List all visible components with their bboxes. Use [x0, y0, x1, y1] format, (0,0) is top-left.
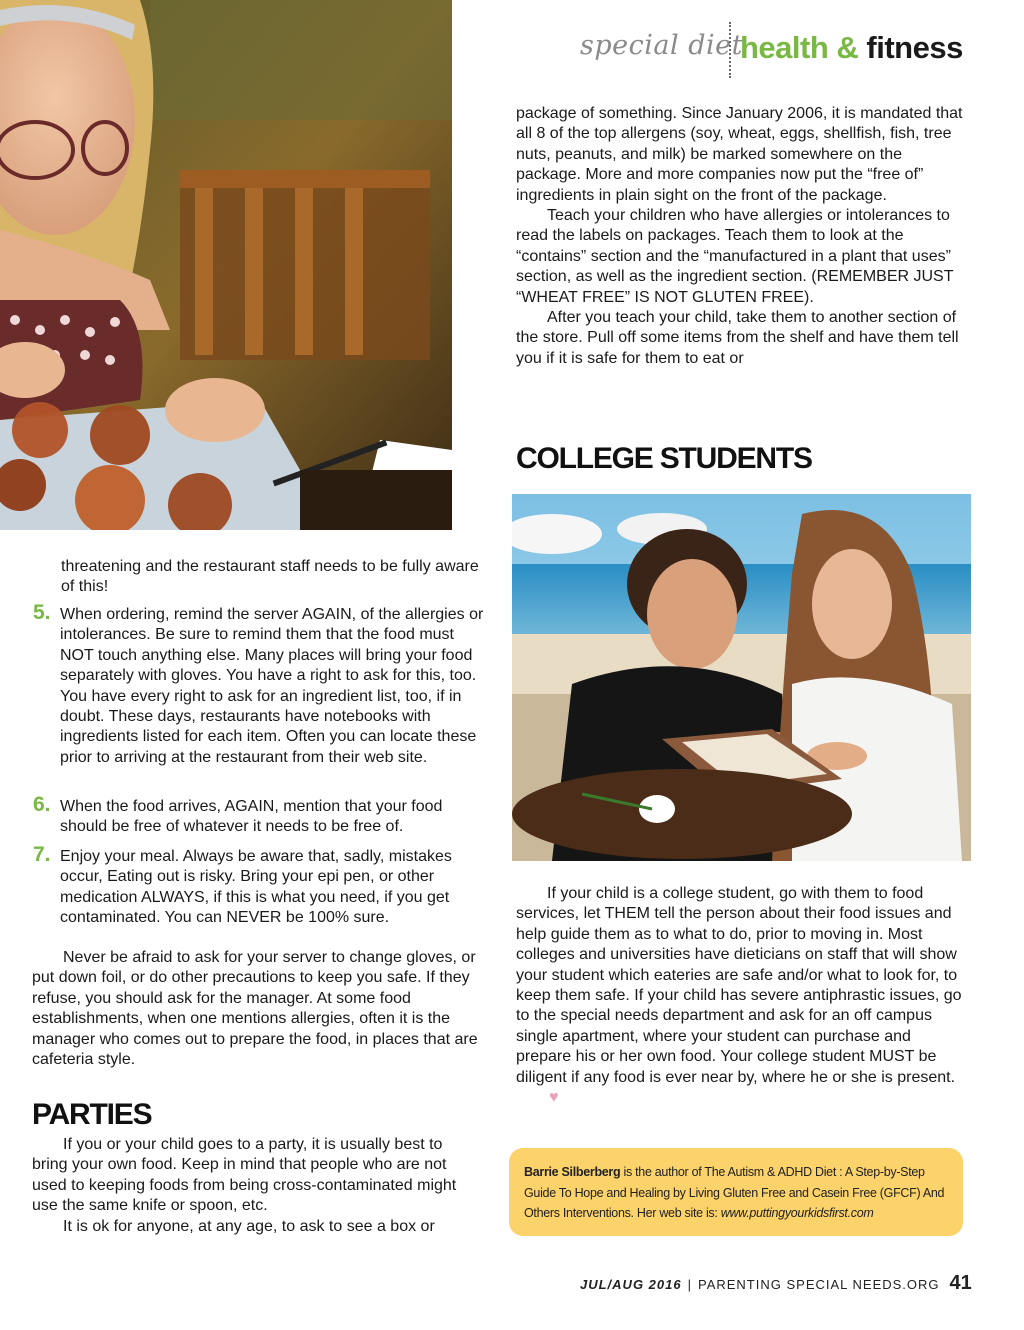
list-number: 7. [33, 843, 51, 866]
college-students-photo [512, 494, 971, 861]
page-number: 41 [949, 1272, 972, 1294]
paragraph: package of something. Since January 2006, it is mandated that all 8 of the top allergens (soy, wheat, eggs, shellfish, fish, tree nuts, peanuts, and milk) be marked somewhere on the package. More and more companies now put the “free of” ingredients in plain sight on the front of the package. [516, 105, 963, 204]
paragraph: It is ok for anyone, at any age, to ask to see a box or [63, 1217, 435, 1235]
college-body-text: If your child is a college student, go with them to food services, let THEM tell the person about their food issues and help guide them as to what to do, prior to moving in. Most colleges and universities have dieticians on staff that will show your student which eateries are safe and/or what to look for, to keep them safe. If your child has severe antiphrastic issues, go to the special needs department and ask for an off campus single apartment, where your student can purchase and prepare his or her own food. Your college student MUST be diligent if any food is ever near by, where he or she is present. [516, 885, 962, 1086]
magazine-site: PARENTING SPECIAL NEEDS.ORG [697, 1277, 940, 1292]
author-bio-text: is the author of The Autism & ADHD Diet : A Step-by-Step Guide To Hope and Healing by Living Gluten Free and Casein Free (GFCF) And Others Interventions. Her web site is: [524, 1165, 945, 1220]
list-item-text: When the food arrives, AGAIN, mention that your food should be free of whatever it needs to be free of. [60, 798, 443, 836]
issue-date: JUL/AUG 2016 [580, 1277, 682, 1292]
list-item-text: Enjoy your meal. Always be aware that, sadly, mistakes occur, Eating out is risky. Bring your epi pen, or other medication ALWAYS, if this is what you need, if you get contaminated. You can NEVER be 100% sure. [60, 848, 452, 927]
list-number: 5. [33, 601, 51, 624]
author-bio-box [509, 1148, 963, 1236]
page-footer [580, 1272, 972, 1295]
continued-text: threatening and the restaurant staff needs to be fully aware of this! [61, 558, 479, 596]
parties-heading: PARTIES [32, 1098, 152, 1131]
author-bio [524, 1162, 954, 1224]
section-label-health-fitness [740, 30, 963, 66]
parties-text [32, 1135, 482, 1237]
health-label: health & [740, 30, 859, 65]
right-column-top-text [516, 104, 966, 369]
paragraph: After you teach your child, take them to another section of the store. Pull off some items from the shelf and have them tell you if it is safe for them to eat or [516, 309, 959, 367]
heart-icon: ♥ [549, 1089, 559, 1107]
girl-reading-menu-photo [0, 0, 452, 530]
paragraph: If you or your child goes to a party, it is usually best to bring your own food. Keep in mind that people who are not used to keeping foods from being cross-contaminated might use the same knife or spoon, etc. [32, 1136, 457, 1215]
college-paragraph [516, 884, 966, 1108]
list-number: 6. [33, 793, 51, 816]
college-students-heading: COLLEGE STUDENTS [516, 442, 812, 475]
list-item-text: When ordering, remind the server AGAIN, of the allergies or intolerances. Be sure to remind them that the food must NOT touch anything else. Many places will bring your food separately with gloves. You have a right to ask for this, too. You have every right to ask for an ingredient list, too, if in doubt. These days, restaurants have notebooks with ingredients listed for each item. Often you can locate these prior to arriving at the restaurant from their web site. [60, 606, 484, 766]
header-divider [729, 22, 731, 78]
paragraph: Teach your children who have allergies or intolerances to read the labels on packages. Teach them to look at the “contains” section and the “manufactured in a plant that uses” section, as well as the ingredient section. (REMEMBER JUST “WHEAT FREE” IS NOT GLUTEN FREE). [516, 207, 954, 306]
author-website-link[interactable]: www.puttingyourkidsfirst.com [720, 1206, 874, 1220]
author-name: Barrie Silberberg [524, 1165, 621, 1179]
section-label-special-diet: special diet [580, 30, 743, 61]
fitness-label: fitness [866, 30, 963, 65]
footer-separator: | [687, 1277, 692, 1292]
never-afraid-paragraph: Never be afraid to ask for your server to change gloves, or put down foil, or do other precautions to keep you safe. If they refuse, you should ask for the manager. At some food establishments, when one mentions allergies, often it is the manager who comes out to prepare the food, in places that are cafeteria style. [32, 949, 478, 1069]
